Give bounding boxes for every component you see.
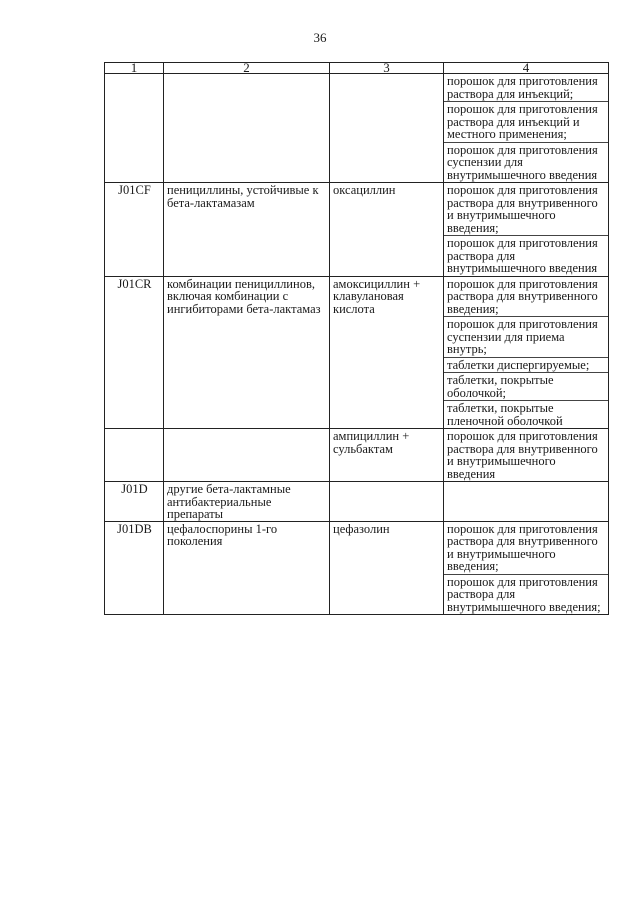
dosage-forms-cell (444, 521, 609, 615)
pharmacological-group-cell (164, 429, 330, 482)
atc-code-cell (105, 74, 164, 183)
header-row (105, 63, 609, 74)
drug-name-cell (330, 276, 444, 429)
column-header-1: 1 (105, 63, 164, 74)
atc-code-cell (105, 276, 164, 429)
dosage-forms-list (444, 183, 608, 276)
dosage-form-item: порошок для приготовления раствора для внутривенного и внутримышечного введения (447, 429, 598, 481)
atc-code: J01CR (117, 276, 152, 291)
dosage-form-item: порошок для приготовления раствора для внутривенного и внутримышечного введения; (447, 521, 598, 573)
page-number: 36 (313, 30, 327, 45)
atc-code (105, 429, 163, 430)
drug-name-cell (330, 183, 444, 277)
pharmacological-group (164, 429, 329, 430)
dosage-forms-cell (444, 276, 609, 429)
atc-code-cell (105, 183, 164, 277)
dosage-form-item: порошок для приготовления раствора для внутримышечного введения; (444, 574, 608, 615)
dosage-forms-list (444, 522, 608, 615)
dosage-form-item: порошок для приготовления суспензии для приема внутрь; (444, 316, 608, 357)
drug-name-cell (330, 482, 444, 522)
column-header-3: 3 (330, 63, 444, 74)
dosage-form-item: таблетки, покрытые пленочной оболочкой (444, 400, 608, 428)
dosage-form-item: порошок для приготовления раствора для внутривенного и внутримышечного введения; (447, 183, 598, 235)
dosage-forms-list (444, 429, 608, 481)
dosage-forms-list (444, 74, 608, 182)
atc-code-cell (105, 482, 164, 522)
atc-code-cell (105, 521, 164, 615)
pharmacological-group: комбинации пенициллинов, включая комбинации с ингибиторами бета-лактамаз (167, 276, 321, 316)
column-header-2: 2 (164, 63, 330, 74)
dosage-form-item: порошок для приготовления раствора для внутривенного введения; (447, 276, 598, 316)
pharmacological-group-cell (164, 276, 330, 429)
dosage-form-item: порошок для приготовления раствора для инъекций; (447, 74, 598, 101)
dosage-form-item: порошок для приготовления раствора для инъекций и местного применения; (444, 101, 608, 142)
table-row (105, 74, 609, 183)
drug-name: ампициллин + сульбактам (333, 429, 410, 456)
table-row (105, 429, 609, 482)
atc-code: J01CF (118, 183, 151, 197)
table-row (105, 276, 609, 429)
drug-name: оксациллин (333, 183, 396, 197)
drug-name-cell (330, 429, 444, 482)
dosage-form-item: порошок для приготовления раствора для внутримышечного введения (444, 235, 608, 276)
atc-code: J01D (121, 482, 148, 496)
dosage-forms-list (444, 277, 608, 429)
dosage-forms-cell (444, 74, 609, 183)
drug-table (104, 62, 609, 615)
atc-code: J01DB (117, 521, 152, 536)
dosage-form-item: порошок для приготовления суспензии для внутримышечного введения (444, 142, 608, 183)
table-row (105, 521, 609, 615)
dosage-form-item: таблетки диспергируемые; (444, 357, 608, 373)
pharmacological-group-cell (164, 482, 330, 522)
drug-name: цефазолин (333, 521, 390, 536)
drug-name-cell (330, 74, 444, 183)
pharmacological-group: пенициллины, устойчивые к бета-лактамазам (167, 183, 319, 210)
drug-name (330, 482, 443, 483)
table-row (105, 482, 609, 522)
drug-name: амоксициллин + клавулановая кислота (333, 276, 421, 316)
dosage-forms-cell (444, 482, 609, 522)
pharmacological-group: цефалоспорины 1-го поколения (167, 521, 278, 548)
pharmacological-group-cell (164, 74, 330, 183)
dosage-form-item: таблетки, покрытые оболочкой; (444, 372, 608, 400)
dosage-forms-cell (444, 429, 609, 482)
empty-forms-spacer (444, 482, 608, 520)
pharmacological-group-cell (164, 183, 330, 277)
pharmacological-group-cell (164, 521, 330, 615)
drug-name-cell (330, 521, 444, 615)
table-row (105, 183, 609, 277)
column-header-4: 4 (444, 63, 609, 74)
atc-code-cell (105, 429, 164, 482)
pharmacological-group: другие бета-лактамные антибактериальные препараты (167, 482, 291, 521)
dosage-forms-list (444, 482, 608, 520)
dosage-forms-cell (444, 183, 609, 277)
table-body (105, 74, 609, 615)
